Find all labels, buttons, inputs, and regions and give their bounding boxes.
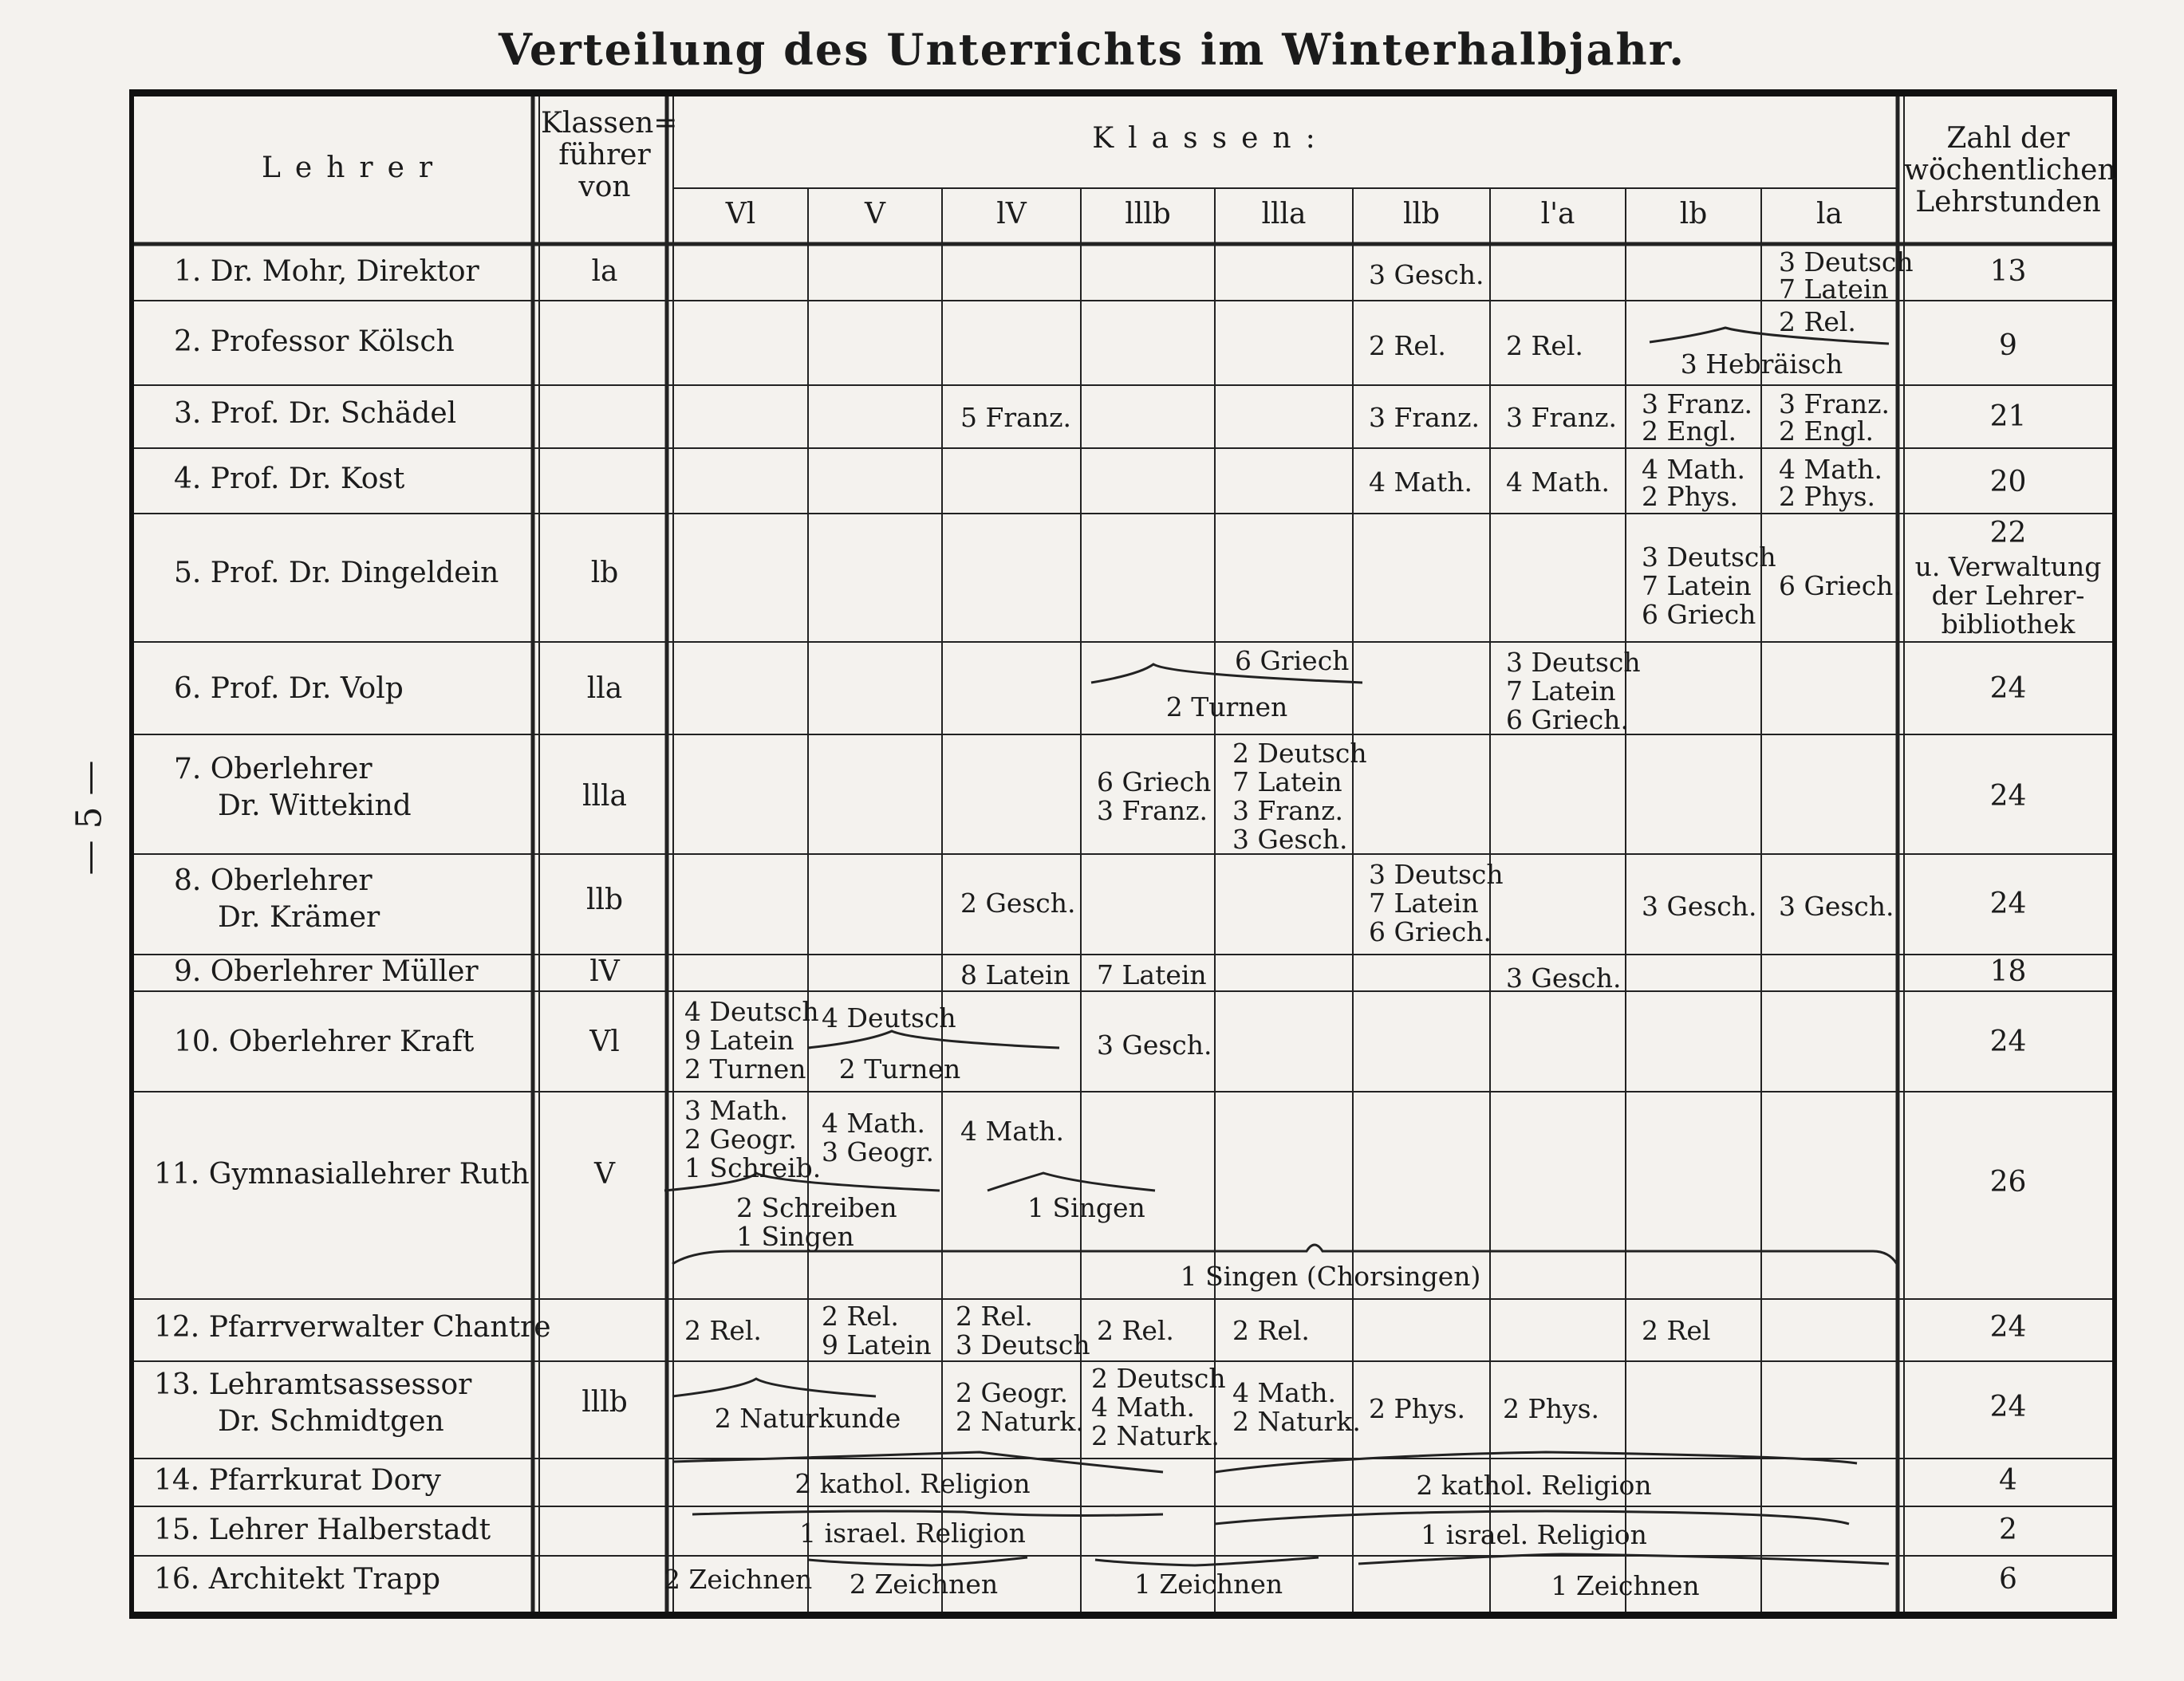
spanning-lesson: 1 israel. Religion [799,1518,1026,1549]
weekly-hours: 24 [1989,1026,2027,1058]
lesson-distribution-table [129,89,2117,1619]
lesson-cell: 2 Deutsch [1232,738,1367,769]
lesson-cell: 2 Naturk. [1232,1406,1361,1437]
lesson-cell: 3 Gesch. [1642,891,1757,922]
lesson-cell: 2 Rel. [684,1315,762,1346]
teacher-name: 11. Gymnasiallehrer Ruth [154,1158,530,1191]
lesson-cell: 2 Zeichnen [664,1564,813,1595]
class-teacher-of: lllb [581,1386,628,1419]
teacher-name: 8. Oberlehrer [174,864,373,897]
lesson-cell: 2 Engl. [1779,415,1874,447]
class-v: V [865,198,885,230]
spanning-lesson: 2 Schreiben [736,1192,897,1223]
lesson-cell: 2 Deutsch [1091,1363,1226,1394]
page-number: — 5 — [69,760,110,876]
class-teacher-of: lV [589,955,620,988]
lesson-cell: 7 Latein [1232,766,1342,797]
header-stunden-3: Lehrstunden [1915,186,2101,218]
spanning-lesson: 1 Zeichnen [1133,1569,1283,1600]
weekly-hours-note: der Lehrer- [1931,580,2085,611]
weekly-hours: 6 [1999,1563,2017,1596]
lesson-cell: 3 Deutsch [1642,541,1776,573]
lesson-cell: 6 Griech [1642,599,1756,630]
lesson-cell: 3 Franz. [1779,388,1890,419]
lesson-cell: 8 Latein [960,959,1070,990]
teacher-name: Dr. Krämer [218,901,380,934]
lesson-cell: 2 Phys. [1369,1393,1466,1424]
lesson-cell: 2 Naturk. [956,1406,1084,1437]
class-iiib: lllb [1125,198,1171,230]
header-klassenfuehrer-2: führer [558,139,651,171]
teacher-name: 2. Professor Kölsch [174,325,455,358]
lesson-cell: 2 Rel. [1097,1315,1174,1346]
lesson-cell: 1 Schreib. [684,1152,822,1183]
weekly-hours-note: u. Verwaltung [1914,551,2102,582]
spanning-lesson: 3 Hebräisch [1680,348,1843,380]
lesson-cell: 4 Math. [1779,454,1882,485]
weekly-hours: 24 [1989,888,2027,920]
teacher-name: 6. Prof. Dr. Volp [174,672,404,705]
lesson-cell: 3 Franz. [1232,795,1343,826]
lesson-cell: 2 Rel. [1232,1315,1310,1346]
lesson-cell: 4 Math. [960,1116,1064,1147]
class-teacher-of: la [591,255,618,288]
class-ib: lb [1679,198,1708,230]
lesson-cell: 3 Gesch. [1506,963,1622,994]
lesson-cell: 2 Phys. [1503,1393,1600,1424]
teacher-name: 4. Prof. Dr. Kost [174,463,405,495]
lesson-cell: 3 Gesch. [1369,259,1484,290]
lesson-cell: 9 Latein [684,1025,794,1056]
lesson-cell: 3 Deutsch [1506,647,1641,678]
lesson-cell: 4 Math. [822,1108,925,1139]
lesson-cell: 3 Franz. [1642,388,1752,419]
spanning-lesson: 1 Zeichnen [1551,1570,1700,1601]
lesson-cell: 2 Rel. [1506,330,1583,361]
class-teacher-of: Vl [589,1026,620,1058]
lesson-cell: 7 Latein [1642,570,1752,601]
weekly-hours: 24 [1989,672,2027,705]
lesson-cell: 5 Franz. [960,402,1071,433]
class-iib: llb [1402,198,1441,230]
teacher-name: 15. Lehrer Halberstadt [154,1514,491,1546]
lesson-cell: 7 Latein [1506,675,1616,707]
header-stunden-2: wöchentlichen [1904,154,2116,187]
lesson-cell: 3 Franz. [1369,402,1480,433]
lesson-cell: 2 Engl. [1642,415,1737,447]
class-teacher-of: llla [581,780,627,813]
spanning-lesson: 2 kathol. Religion [794,1468,1031,1499]
class-teacher-of: llb [585,884,624,916]
weekly-hours: 21 [1989,400,2027,433]
weekly-hours: 13 [1989,255,2027,288]
teacher-name: 10. Oberlehrer Kraft [174,1026,475,1058]
class-teacher-of: lb [590,557,619,589]
teacher-name: 5. Prof. Dr. Dingeldein [174,557,499,589]
teacher-name: 7. Oberlehrer [174,753,373,785]
weekly-hours-note: bibliothek [1941,608,2076,640]
lesson-cell: 2 Phys. [1779,481,1876,512]
lesson-cell: 4 Math. [1506,467,1610,498]
lesson-cell: 7 Latein [1779,274,1889,305]
teacher-name: Dr. Schmidtgen [218,1405,444,1438]
lesson-cell: 3 Gesch. [1779,891,1894,922]
class-i-a: l'a [1540,198,1575,230]
lesson-cell: 2 Rel. [1369,330,1446,361]
teacher-name: 12. Pfarrverwalter Chantre [154,1311,551,1344]
header-klassen: Klassen: [1092,122,1330,155]
lesson-cell: 4 Math. [1232,1377,1336,1408]
lesson-cell: 2 Phys. [1642,481,1739,512]
teacher-name: 14. Pfarrkurat Dory [154,1464,441,1497]
weekly-hours: 9 [1999,329,2017,362]
lesson-cell: 3 Franz. [1097,795,1208,826]
lesson-cell: 4 Deutsch [684,996,819,1027]
lesson-cell: 4 Math. [1369,467,1472,498]
class-teacher-of: V [594,1158,615,1191]
weekly-hours: 24 [1989,1391,2027,1423]
header-lehrer: Lehrer [262,152,447,184]
weekly-hours: 4 [1999,1464,2017,1497]
weekly-hours: 24 [1989,1311,2027,1344]
lesson-cell: 2 Naturk. [1091,1420,1220,1451]
lesson-cell: 3 Geogr. [822,1136,935,1167]
lesson-cell: 7 Latein [1097,959,1207,990]
spanning-lesson: 1 Singen (Chorsingen) [1180,1261,1481,1292]
spanning-lesson: 2 Turnen [1165,691,1288,722]
lesson-cell: 7 Latein [1369,888,1479,919]
spanning-lesson: 1 Singen [1027,1192,1145,1223]
spanning-lesson: 2 Zeichnen [849,1569,999,1600]
weekly-hours: 20 [1989,466,2027,498]
weekly-hours: 26 [1989,1166,2027,1199]
lesson-cell: 3 Deutsch [1779,246,1914,278]
lesson-cell: 6 Griech. [1506,704,1629,735]
teacher-name: 3. Prof. Dr. Schädel [174,397,457,430]
class-vl: Vl [725,198,756,230]
lesson-cell: 4 Math. [1091,1392,1195,1423]
header-stunden-1: Zahl der [1946,122,2070,155]
lesson-cell: 2 Gesch. [960,888,1076,919]
lesson-cell: 3 Franz. [1506,402,1617,433]
lesson-cell: 4 Deutsch [822,1002,956,1033]
lesson-cell: 2 Geogr. [684,1124,798,1155]
page-title: Verteilung des Unterrichts im Winterhalbjahr. [498,24,1686,75]
lesson-cell: 3 Deutsch [956,1329,1090,1360]
weekly-hours: 24 [1989,780,2027,813]
lesson-cell: 9 Latein [822,1329,932,1360]
weekly-hours: 18 [1989,955,2027,988]
lesson-cell: 6 Griech [1235,645,1350,676]
weekly-hours: 2 [1999,1514,2017,1546]
class-iv: lV [996,198,1027,230]
lesson-cell: 3 Gesch. [1232,824,1348,855]
lesson-cell: 3 Deutsch [1369,859,1504,890]
spanning-lesson: 2 kathol. Religion [1416,1470,1652,1501]
teacher-name: 1. Dr. Mohr, Direktor [174,255,479,288]
class-teacher-of: lla [586,672,623,705]
class-iiia: llla [1261,198,1307,230]
lesson-cell: 4 Math. [1642,454,1745,485]
teacher-name: Dr. Wittekind [218,789,412,822]
header-klassenfuehrer-1: Klassen= [541,107,678,140]
lesson-cell: 6 Griech [1097,766,1212,797]
lesson-cell: 2 Geogr. [956,1377,1069,1408]
lesson-cell: 2 Rel. [822,1301,899,1332]
spanning-lesson: 2 Naturkunde [714,1403,901,1434]
spanning-lesson: 1 israel. Religion [1421,1519,1647,1550]
spanning-lesson: 1 Singen [736,1221,854,1252]
class-ia: la [1816,198,1843,230]
lesson-cell: 2 Turnen [684,1053,806,1085]
lesson-cell: 3 Math. [684,1095,788,1126]
lesson-cell: 2 Rel. [1779,306,1856,337]
spanning-lesson: 2 Turnen [838,1053,961,1085]
header-klassenfuehrer-3: von [578,171,631,203]
lesson-cell: 2 Rel. [956,1301,1033,1332]
lesson-cell: 6 Griech. [1779,570,1902,601]
lesson-cell: 3 Gesch. [1097,1029,1212,1061]
teacher-name: 16. Architekt Trapp [154,1563,441,1596]
lesson-cell: 6 Griech. [1369,916,1492,947]
teacher-name: 13. Lehramtsassessor [154,1368,472,1401]
lesson-cell: 2 Rel [1642,1315,1711,1346]
teacher-name: 9. Oberlehrer Müller [174,955,479,988]
weekly-hours: 22 [1989,517,2027,549]
